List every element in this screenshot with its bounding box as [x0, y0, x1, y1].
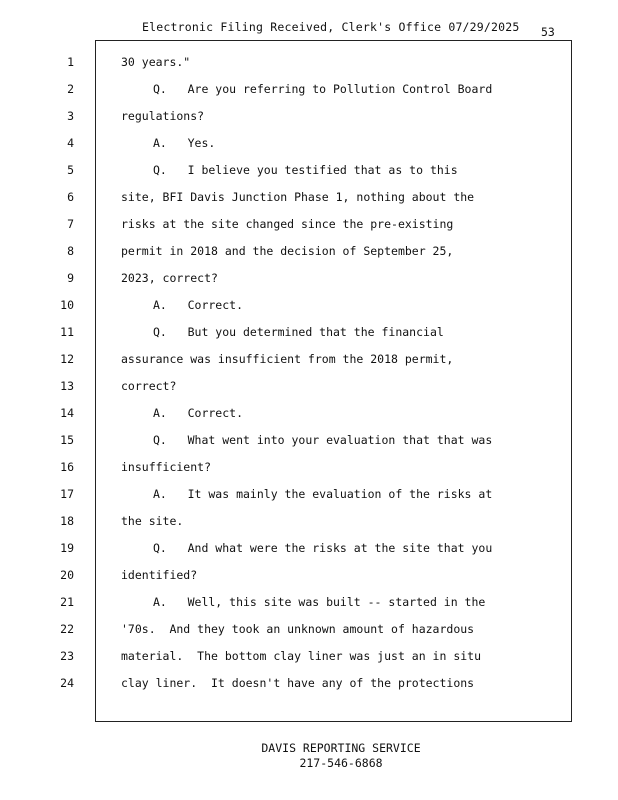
line-number: 10: [60, 298, 74, 312]
line-text: Q. But you determined that the financial: [153, 325, 444, 339]
line-number: 4: [67, 136, 74, 150]
line-text: risks at the site changed since the pre-existing: [121, 217, 454, 231]
line-text: 30 years.": [121, 55, 191, 69]
transcript-line: [0, 109, 618, 136]
line-number: 13: [60, 379, 74, 393]
line-text: A. Yes.: [153, 136, 216, 150]
transcript-line: [0, 217, 618, 244]
line-number: 24: [60, 676, 74, 690]
line-text: regulations?: [121, 109, 205, 123]
line-text: 2023, correct?: [121, 271, 218, 285]
line-number: 14: [60, 406, 74, 420]
filing-stamp: Electronic Filing Received, Clerk's Office 07/29/2025: [142, 20, 520, 34]
line-text: insufficient?: [121, 460, 212, 474]
line-text: Q. What went into your evaluation that that was: [153, 433, 493, 447]
transcript-line: [0, 568, 618, 595]
transcript-line: [0, 676, 618, 703]
line-number: 6: [67, 190, 74, 204]
line-number: 23: [60, 649, 74, 663]
transcript-line: [0, 190, 618, 217]
line-number: 1: [67, 55, 74, 69]
line-text: Q. And what were the risks at the site that you: [153, 541, 493, 555]
transcript-line: [0, 622, 618, 649]
line-text: site, BFI Davis Junction Phase 1, nothing about the: [121, 190, 475, 204]
line-text: clay liner. It doesn't have any of the protections: [121, 676, 475, 690]
line-number: 21: [60, 595, 74, 609]
transcript-line: [0, 163, 618, 190]
line-number: 5: [67, 163, 74, 177]
transcript-line: [0, 460, 618, 487]
line-number: 17: [60, 487, 74, 501]
line-text: Q. I believe you testified that as to this: [153, 163, 458, 177]
transcript-line: [0, 541, 618, 568]
line-number: 20: [60, 568, 74, 582]
line-text: '70s. And they took an unknown amount of hazardous: [121, 622, 475, 636]
transcript-line: [0, 298, 618, 325]
line-text: A. Correct.: [153, 406, 244, 420]
transcript-line: [0, 595, 618, 622]
line-number: 9: [67, 271, 74, 285]
transcript-line: [0, 649, 618, 676]
transcript-line: [0, 487, 618, 514]
line-number: 2: [67, 82, 74, 96]
line-number: 8: [67, 244, 74, 258]
line-number: 7: [67, 217, 74, 231]
transcript-line: [0, 55, 618, 82]
line-text: identified?: [121, 568, 198, 582]
line-text: the site.: [121, 514, 184, 528]
transcript-line: [0, 433, 618, 460]
transcript-line: [0, 325, 618, 352]
line-text: correct?: [121, 379, 177, 393]
transcript-line: [0, 379, 618, 406]
transcript-line: [0, 82, 618, 109]
line-text: A. Correct.: [153, 298, 244, 312]
line-text: A. Well, this site was built -- started in the: [153, 595, 486, 609]
line-text: permit in 2018 and the decision of September 25,: [121, 244, 454, 258]
line-number: 16: [60, 460, 74, 474]
transcript-line: [0, 514, 618, 541]
line-text: material. The bottom clay liner was just an in situ: [121, 649, 482, 663]
line-number: 11: [60, 325, 74, 339]
line-number: 18: [60, 514, 74, 528]
transcript-line: [0, 136, 618, 163]
line-number: 22: [60, 622, 74, 636]
transcript-line: [0, 406, 618, 433]
page-number: 53: [541, 25, 555, 39]
line-text: Q. Are you referring to Pollution Control Board: [153, 82, 493, 96]
line-number: 19: [60, 541, 74, 555]
line-number: 15: [60, 433, 74, 447]
transcript-line: [0, 352, 618, 379]
line-text: A. It was mainly the evaluation of the risks at: [153, 487, 493, 501]
reporter-company: DAVIS REPORTING SERVICE: [261, 741, 421, 755]
line-number: 3: [67, 109, 74, 123]
reporter-phone: 217-546-6868: [299, 756, 383, 770]
transcript-line: [0, 271, 618, 298]
transcript-line: [0, 244, 618, 271]
line-text: assurance was insufficient from the 2018 permit,: [121, 352, 454, 366]
line-number: 12: [60, 352, 74, 366]
